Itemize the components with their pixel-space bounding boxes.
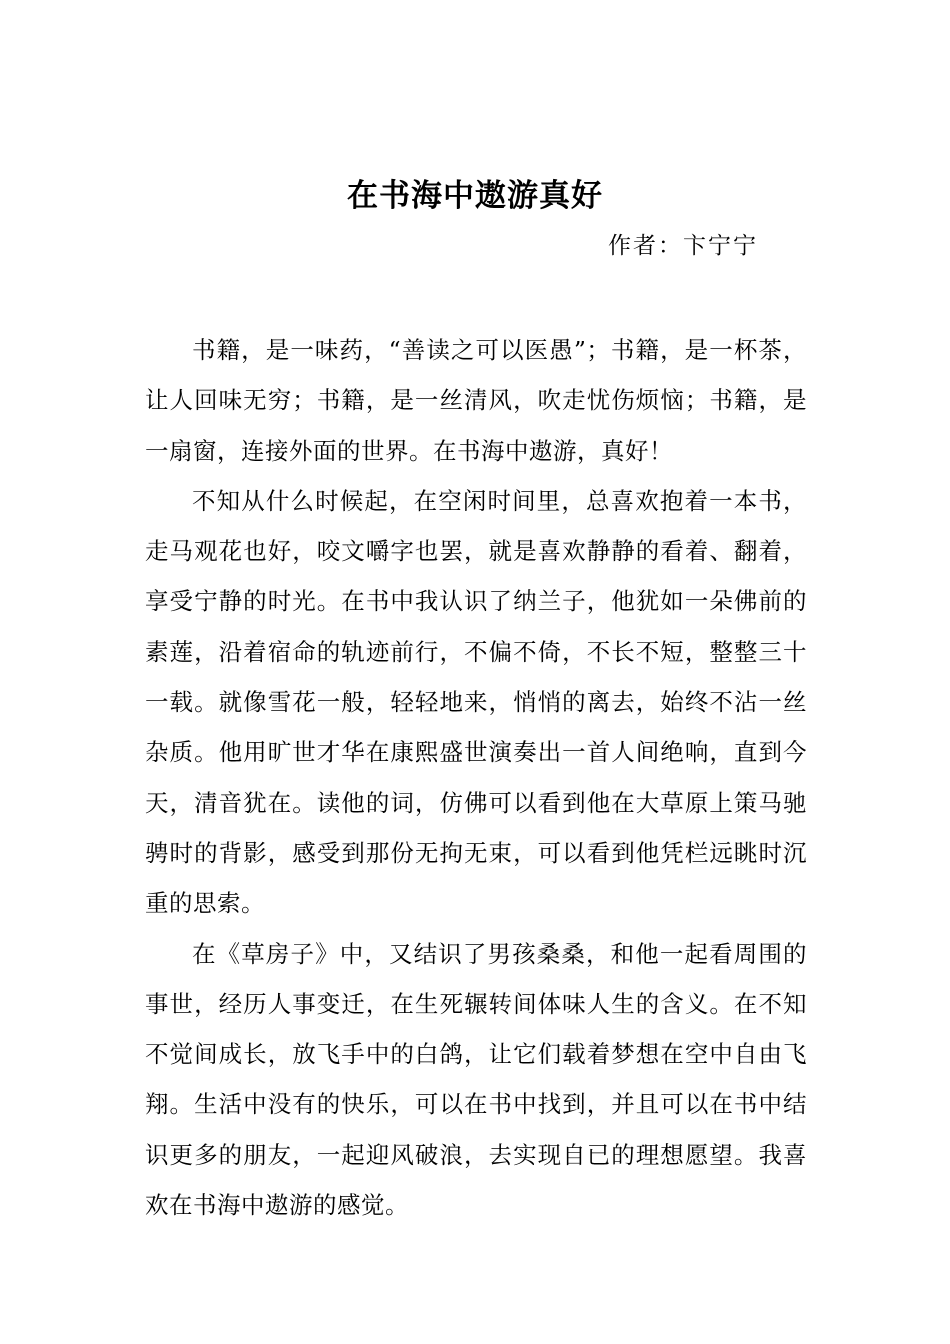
paragraph-3: 在《草房子》中，又结识了男孩桑桑，和他一起看周围的事世，经历人事变迁，在生死辗转间体味人生的含义。在不知不觉间成长，放飞手中的白鸽，让它们载着梦想在空中自由飞翔。生活中没有的快乐，可以在书中找到，并且可以在书中结识更多的朋友，一起迎风破浪，去实现自已的理想愿望。我喜欢在书海中遨游的感觉。	[145, 939, 807, 1220]
document-body	[145, 325, 807, 1230]
document-title: 在书海中遨游真好	[347, 178, 603, 214]
paragraph-1: 书籍，是一味药，“善读之可以医愚”；书籍，是一杯茶，让人回味无穷；书籍，是一丝清风，吹走忧伤烦恼；书籍，是一扇窗，连接外面的世界。在书海中遨游，真好！	[145, 336, 807, 465]
author-line: 作者：卞宁宁	[608, 233, 758, 259]
paragraph-2: 不知从什么时候起，在空闲时间里，总喜欢抱着一本书，走马观花也好，咬文嚼字也罢，就是喜欢静静的看着、翻着，享受宁静的时光。在书中我认识了纳兰子，他犹如一朵佛前的素莲，沿着宿命的轨迹前行，不偏不倚，不长不短，整整三十一载。就像雪花一般，轻轻地来，悄悄的离去，始终不沾一丝杂质。他用旷世才华在康熙盛世演奏出一首人间绝响，直到今天，清音犹在。读他的词，仿佛可以看到他在大草原上策马驰骋时的背影，感受到那份无拘无束，可以看到他凭栏远眺时沉重的思索。	[145, 486, 807, 918]
